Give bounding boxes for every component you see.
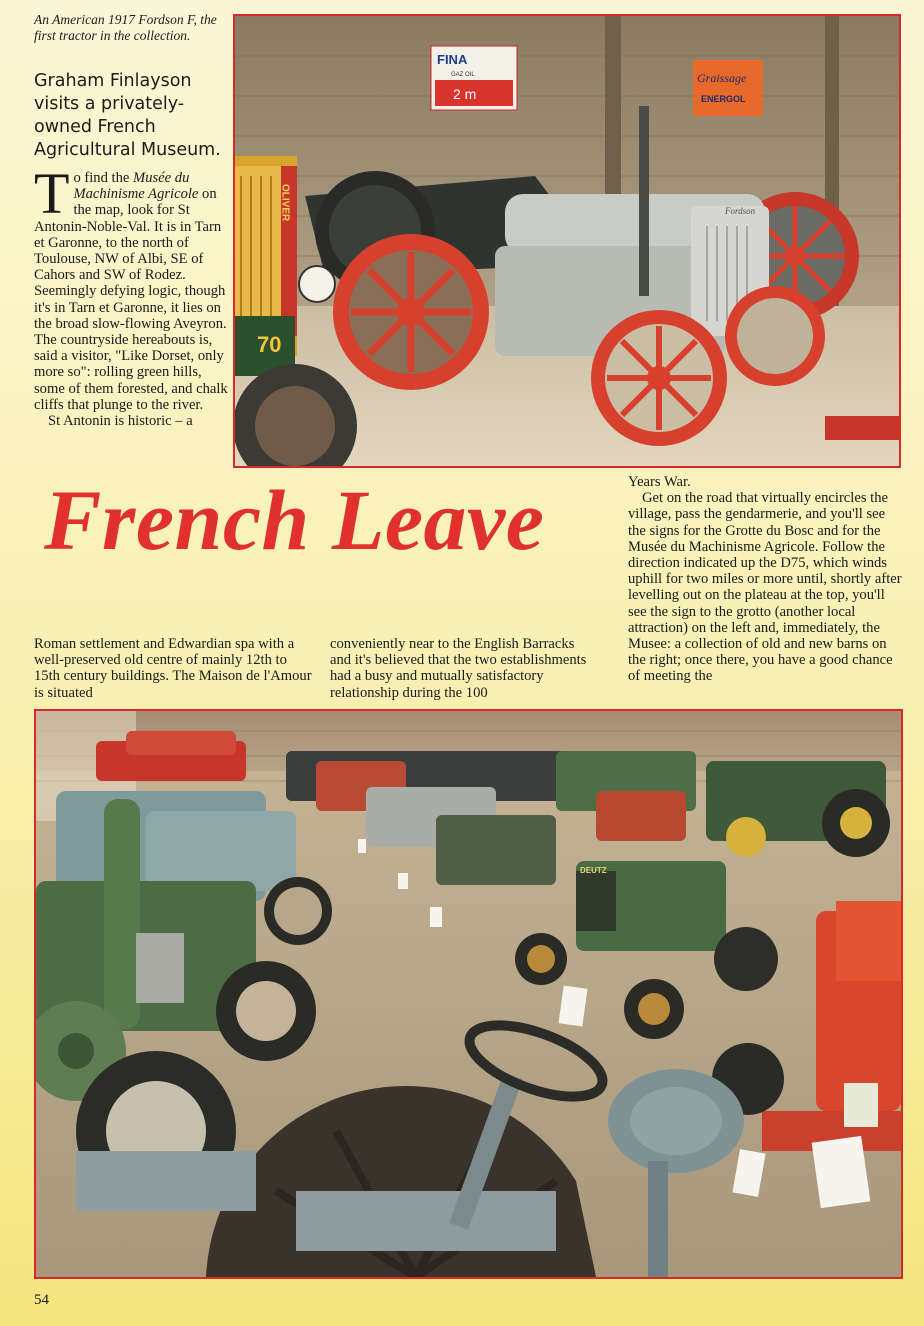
right-column-line: Years War. (628, 474, 691, 490)
right-column-paragraph: Get on the road that virtually encircles the village, pass the gendarmerie, and you'll see the signs for the Grotte du Bosc and for the Musée du Machinisme Agricole. Follow the direction indicated up the D75, which winds uphill for two miles or more until, shortly after levelling out on the plateau at the top, you'll see the sign to the grotto (another local attraction) on the left and, immediately, the Musee: a collection of old and new barns on the right; once there, you have a good chance of meeting the (628, 490, 902, 685)
column-b: conveniently near to the English Barracks and it's believed that the two establishments had a busy and mutually satisfactory relationship during the 100 (330, 636, 587, 701)
bottom-photo (34, 709, 903, 1279)
deutz-text: DEUTZ (580, 866, 607, 875)
column-right (628, 474, 904, 685)
page-number: 54 (34, 1292, 49, 1308)
intro-paragraph-2: St Antonin is historic – a (48, 413, 193, 430)
graissage-text: Graissage (697, 71, 747, 85)
fina-brand-text: FINA (437, 52, 468, 67)
fina-sub-text: GAZ OIL (451, 72, 475, 78)
fordson-tractor-illustration (235, 16, 899, 466)
drop-cap: T (34, 161, 70, 226)
photo-caption: An American 1917 Fordson F, the first tractor in the collection. (34, 12, 217, 43)
oliver-text: OLIVER (279, 184, 291, 222)
energol-text: ENERGOL (701, 94, 746, 104)
standfirst: Graham Finlayson visits a privately-owned French Agricultural Museum. (34, 71, 221, 160)
intro-paragraph: To find the Musée du Machinisme Agricole on the map, look for St Antonin-Noble-Val. It is in Tarn et Garonne, to the north of Toulouse, NW of Albi, SE of Cahors and SW of Rodez. Seemingly defying logic, though it's in Tarn et Garonne, it lies on the broad slow-flowing Aveyron. The countryside hereabouts is, said a visitor, "Like Dorset, only more so": rolling green hills, some of them forested, and chalk cliffs that plunge to the river. (34, 161, 228, 413)
intro-column (34, 161, 232, 430)
top-photo (233, 14, 901, 468)
fina-sign-text: 2 m (453, 86, 477, 102)
headline: French Leave (44, 472, 545, 568)
fordson-badge-text: Fordson (725, 206, 756, 216)
column-a: Roman settlement and Edwardian spa with a well-preserved old centre of mainly 12th to 15th century buildings. The Maison de l'Amour is situated (34, 636, 312, 701)
oliver-number: 70 (257, 332, 282, 357)
museum-barn-illustration (36, 711, 901, 1277)
